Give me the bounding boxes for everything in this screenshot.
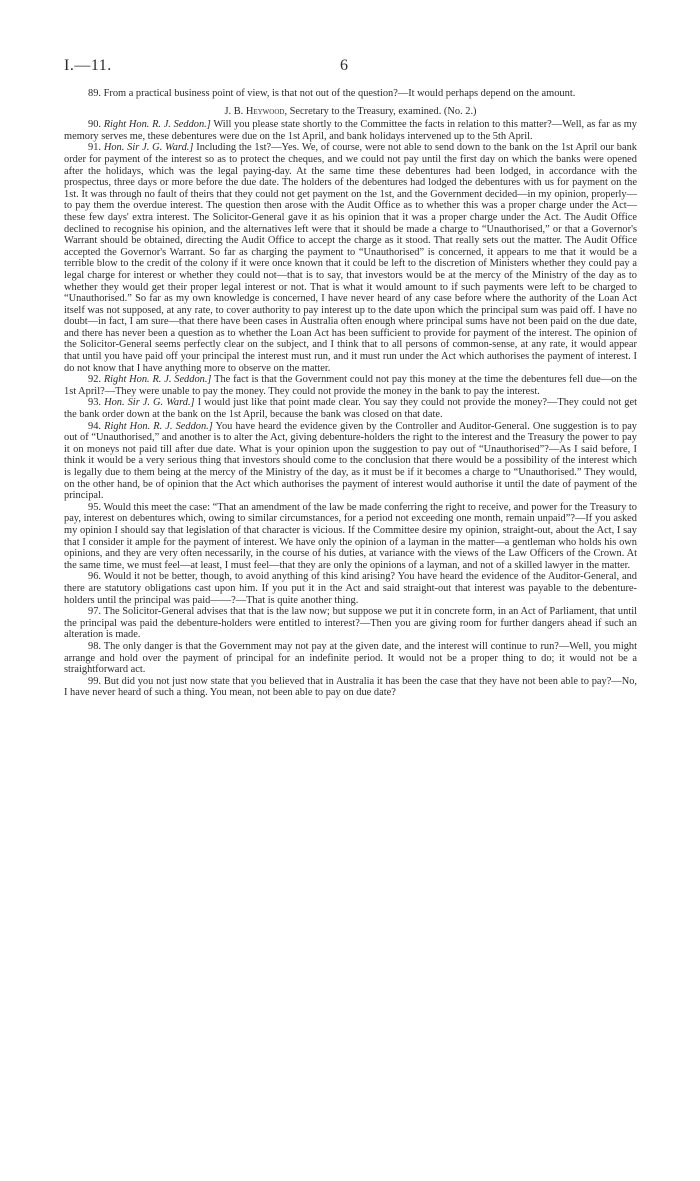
- question-number: 93.: [88, 397, 101, 409]
- question-95: [64, 502, 637, 572]
- question-text: But did you not just now state that you believed that in Australia it has been the case that they have not been able to pay?—No, I have never heard of such a thing. You mean, not been able to pay on due date?: [64, 675, 637, 699]
- parliamentary-paper-reference: I.—11.: [64, 57, 112, 74]
- question-92: [64, 374, 637, 397]
- question-text: Would it not be better, though, to avoid anything of this kind arising? You have heard the evidence of the Auditor-General, and there are statutory obligations cast upon him. If you put it in the Act and said straight-out that interest was payable to the debenture-holders until the principal was paid——?—That is quite another thing.: [64, 571, 637, 606]
- question-text: Would this meet the case: “That an amendment of the law be made conferring the right to receive, and power for the Treasury to pay, interest on debentures which, owing to similar circumstances, for a period not exceeding one month, remain unpaid”?—If you asked my opinion I should say that legislation of that character is vicious. If the Committee desire my opinion, straight-out, about the Act, I say that I consider it ample for the payment of interest. We have only the opinion of a layman in the matter—a gentleman who holds his own opinions, and they are very often necessarily, in the course of his duties, at variance with the views of the Law Officers of the Crown. At the same time, we must feel—at least, I must feel—that they are only the opinions of a layman, and not of a skilled lawyer in the matter.: [64, 501, 637, 571]
- question-91: [64, 142, 637, 374]
- question-number: 91.: [88, 142, 101, 154]
- question-98: [64, 641, 637, 676]
- question-89: 89. From a practical business point of view, is that not out of the question?—It would perhaps depend on the amount.: [88, 88, 576, 99]
- witness-heading: [64, 106, 637, 118]
- question-93: [64, 397, 637, 420]
- question-96: [64, 571, 637, 606]
- speaker: Right Hon. R. J. Seddon.]: [103, 119, 211, 131]
- question-90: [64, 119, 637, 142]
- question-number: 96.: [88, 571, 101, 583]
- question-text: You have heard the evidence given by the Controller and Auditor-General. One suggestion is to pay out of “Unauthorised,” and another is to alter the Act, giving debenture-holders the right to the interest and the Treasury the power to pay it on moneys not paid till after due date. What is your opinion upon the suggestion to pay out of “Unauthorised”?—As I said before, I think it would be a very serious thing that investors should come to the conclusion that there would be a possibility of the interest which is legally due to them being at the mercy of the Ministry of the day, as it must be if it becomes a charge to “Unauthorised.” They would, on the other hand, be of opinion that the Act which authorises the payment of interest would authorise it until the date of payment of the principal.: [64, 420, 638, 502]
- question-text: The fact is that the Government could not pay this money at the time the debentures fell due—on the 1st April?—They were unable to pay the money. They could not provide the money in the bank to pay the interest.: [64, 374, 637, 397]
- question-number: 99.: [88, 675, 101, 687]
- question-94: [64, 421, 637, 502]
- witness-name: J. B. Heywood: [224, 105, 285, 117]
- page-number: 6: [340, 57, 348, 74]
- speaker: Hon. Sir J. G. Ward.]: [103, 142, 194, 154]
- question-text: Including the 1st?—Yes. We, of course, were not able to send down to the bank on the 1st April our bank order for payment of the interest so as to protect the cheques, and we could not pay until the first day on which the banks were opened after the holidays, which was the legal paying-day. At the same time these debentures had been lodged, in accordance with the prospectus, three days or more before the due date. The holders of the debentures had lodged the debentures with us for payment on the 1st. It was through no fault of theirs that they could not get payment on the 1st, and the Government decided—in my opinion, properly—to pay them the overdue interest. The question then arose with the Audit Office as to whether this was a proper charge under the Act—these few days' extra interest. The Solicitor-General gave it as his opinion that it was a proper charge under the Act. The Audit Office declined to recognise his opinion, and the alternatives left were that it should be made a charge to “Unauthorised,” or that a Governor's Warrant should be obtained, directing the Audit Office to accept the charge as it stood. That really sets out the matter. The Audit Office accepted the Governor's Warrant. So far as charging the payment to “Unauthorised” is concerned, it appears to me that it would be a terrible blow to the credit of the colony if it were once known that it could be left to the discretion of Ministers whether they could pay a legal charge for interest or whether they could not—that is to say, that investors would be at the mercy of the Ministry of the day as to whether they would get their proper legal interest or not. That is what it would amount to if such payments were left to be charged to “Unauthorised.” So far as my own knowledge is concerned, I have never heard of any case before where the authority of the Loan Act itself was not supposed, at any rate, to cover authority to pay interest up to the date upon which the principal sum was paid off. I have no doubt—in fact, I am sure—that there have been cases in Australia often enough where principal sums have not been paid on the due date, and there has never been a question as to whether the Loan Act has been sufficient to provide for payment of the interest. The opinion of the Solicitor-General seems perfectly clear on the subject, and I think that to all persons of common-sense, at any rate, it would appear that until you have paid off your principal the interest must run, and it must run under the Act which authorises the payment of interest. I do not know that I have anything more to observe on the matter.: [64, 142, 637, 374]
- question-number: 90.: [88, 119, 101, 131]
- question-number: 95.: [88, 501, 101, 513]
- question-number: 97.: [88, 606, 101, 618]
- question-97: [64, 606, 637, 641]
- question-text: Will you please state shortly to the Committee the facts in relation to this matter?—Well, as far as my memory serves me, these debentures were due on the 1st April, and bank holidays intervened up to the 5th April.: [64, 119, 637, 142]
- question-text: The only danger is that the Government may not pay at the given date, and the interest will continue to run?—Well, you might arrange and hold over the payment of principal for an indefinite period. It would not be a proper thing to do; it would not be a straightforward act.: [64, 640, 637, 676]
- question-99: [64, 676, 637, 699]
- minutes-of-evidence: [64, 88, 637, 699]
- question-text: The Solicitor-General advises that that is the law now; but suppose we put it in concrete form, in an Act of Parliament, that until the principal was paid the debenture-holders were entitled to interest?—Then you are giving room for further dangers ahead if such an alteration is made.: [64, 606, 637, 641]
- speaker: Hon. Sir J. G. Ward.]: [104, 397, 195, 409]
- question-text: I would just like that point made clear. You say they could not provide the money?—They could not get the bank order down at the bank on the 1st April, because the bank was closed on that date.: [64, 397, 637, 421]
- question-number: 98.: [88, 640, 101, 652]
- question-number: 94.: [88, 420, 101, 432]
- question-number: 92.: [88, 374, 101, 386]
- witness-title: , Secretary to the Treasury, examined. (No. 2.): [284, 105, 477, 117]
- speaker: Right Hon. R. J. Seddon.]: [103, 374, 212, 386]
- speaker: Right Hon. R. J. Seddon.]: [104, 420, 213, 432]
